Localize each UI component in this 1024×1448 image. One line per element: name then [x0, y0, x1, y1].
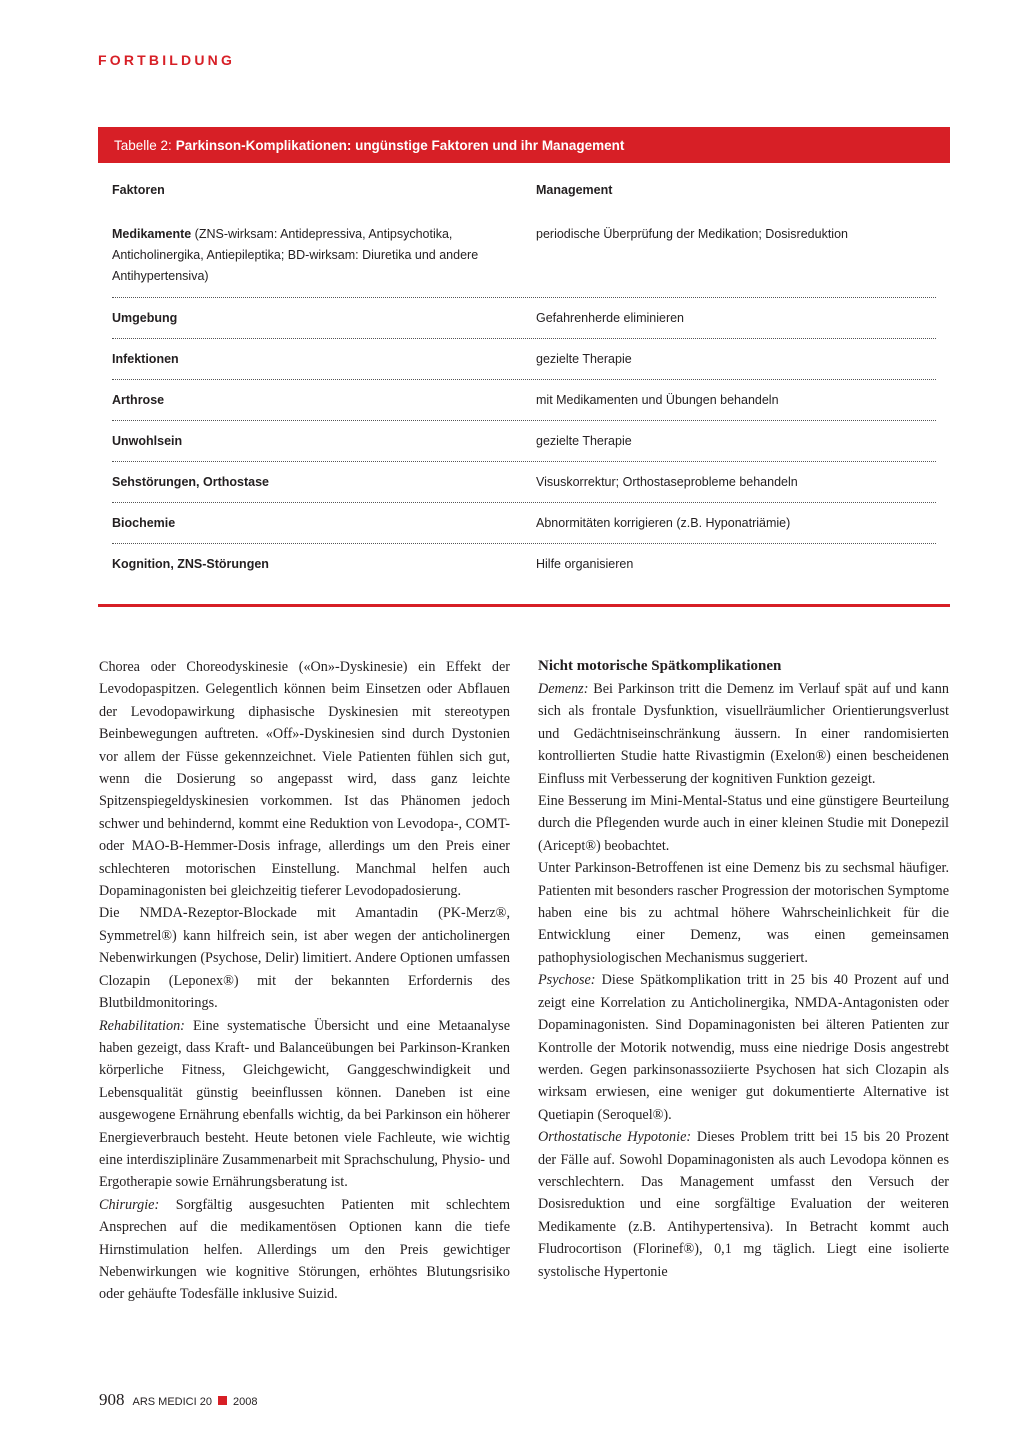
paragraph [538, 1126, 949, 1283]
paragraph [99, 1015, 510, 1194]
column-header-factors: Faktoren [112, 183, 165, 197]
factor-name: Kognition, ZNS-Störungen [112, 557, 269, 571]
management-cell: mit Medikamenten und Übungen behandeln [536, 393, 779, 407]
journal-name: ARS MEDICI 20 [132, 1396, 212, 1408]
factor-detail: (ZNS-wirksam: Antidepressiva, Antipsychotika, Anticholinergika, Antiepileptika; BD-wirksam: Diuretika und andere Antihypertensiva) [112, 227, 479, 283]
factor-cell [112, 390, 512, 411]
journal-year: 2008 [232, 1396, 258, 1408]
paragraph: Unter Parkinson-Betroffenen ist eine Demenz bis zu sechsmal häufiger. Patienten mit besonders rascher Progression der motorischen Symptome haben eine bis zu achtmal höhere Wahrscheinlichkeit für die Entwicklung einer Demenz, was einen gemeinsamen pathophysiologischen Mechanismus suggeriert. [538, 860, 949, 966]
table-bottom-rule [98, 604, 950, 607]
factor-name: Unwohlsein [112, 434, 183, 448]
factor-name: Biochemie [112, 516, 176, 530]
right-column [538, 656, 949, 1283]
paragraph: Die NMDA-Rezeptor-Blockade mit Amantadin (PK-Merz®, Symmetrel®) kann hilfreich sein, ist aber wegen der anticholinergen Nebenwirkungen (Psychose, Delir) limitiert. Andere Optionen umfassen Clozapin (Leponex®) mit der bekannten Erfordernis des Blutbildmonitorings. [99, 905, 510, 1012]
factor-cell [112, 349, 512, 370]
page-number: 908 [99, 1390, 125, 1409]
subheading-inline: Rehabilitation: [99, 1017, 185, 1034]
factor-cell [112, 554, 512, 575]
factor-name: Sehstörungen, Orthostase [112, 475, 269, 489]
factor-cell [112, 431, 512, 452]
subheading-inline: Orthostatische Hypotonie: [538, 1129, 692, 1146]
row-divider [112, 461, 936, 462]
subheading-inline: Chirurgie: [99, 1196, 160, 1213]
table-label: Tabelle 2: [114, 137, 172, 153]
management-cell: Hilfe organisieren [536, 557, 634, 571]
section-heading: Nicht motorische Spätkomplikationen [538, 658, 782, 674]
subheading-inline: Psychose: [538, 972, 596, 989]
subheading-inline: Demenz: [538, 681, 589, 697]
table-header [98, 127, 950, 163]
square-bullet-icon [218, 1396, 227, 1405]
management-cell: Abnormitäten korrigieren (z.B. Hyponatriämie) [536, 516, 791, 530]
row-divider [112, 543, 936, 544]
paragraph-text: Eine systematische Übersicht und eine Metaanalyse haben gezeigt, dass Kraft- und Balanceübungen bei Parkinson-Kranken körperliche Fitness, Gleichgewicht, Ganggeschwindigkeit und Lebensqualität günstig beeinflussen können. Daneben ist eine ausgewogene Ernährung ebenfalls wichtig, da bei Parkinson ein höherer Energieverbrauch besteht. Heute betonen viele Fachleute, wie wichtig eine interdisziplinäre Zusammenarbeit mit Sprachschulung, Physio- und Ergotherapie sowie Ernährungsberatung ist. [99, 1017, 510, 1191]
factor-name: Arthrose [112, 393, 165, 407]
section-label: FORTBILDUNG [98, 52, 236, 68]
paragraph [538, 969, 949, 1126]
row-divider [112, 338, 936, 339]
row-divider [112, 297, 936, 298]
paragraph: Eine Besserung im Mini-Mental-Status und eine günstigere Beurteilung durch die Pflegenden wurde auch in einer kleinen Studie mit Donepezil (Aricept®) beobachtet. [538, 793, 949, 854]
factor-name: Infektionen [112, 352, 179, 366]
row-divider [112, 379, 936, 380]
paragraph-text: Dieses Problem tritt bei 15 bis 20 Prozent der Fälle auf. Sowohl Dopaminagonisten als auch Levodopa können es verschlechtern. Das Management umfasst den Versuch der Dosisreduktion und eine sorgfältige Evaluation der weiteren Medikamente (z.B. Antihypertensiva). In Betracht kommt auch Fludrocortison (Florinef®), 0,1 mg täglich. Liegt eine isolierte systolische Hypertonie [538, 1129, 949, 1280]
factor-name: Umgebung [112, 311, 178, 325]
management-cell: gezielte Therapie [536, 434, 632, 448]
paragraph-text: Bei Parkinson tritt die Demenz im Verlauf spät auf und kann sich als frontale Dysfunktion, visuellräumlicher Orientierungsverlust und Gedächtniseinschränkung äussern. In einer randomisierten kontrollierten Studie hatte Rivastigmin (Exelon®) einen bescheidenen Einfluss mit Verbesserung der kognitiven Funktion gezeigt. [538, 681, 949, 787]
factor-cell [112, 472, 512, 493]
factor-cell [112, 513, 512, 534]
management-cell: Visuskorrektur; Orthostaseprobleme behandeln [536, 475, 798, 489]
left-column [99, 656, 510, 1306]
paragraph [538, 678, 949, 790]
paragraph: Chorea oder Choreodyskinesie («On»-Dyskinesie) ein Effekt der Levodopaspitzen. Gelegentlich können beim Einsetzen oder Abflauen der Levodopawirkung diphasische Dyskinesien mit stereotypen Beinbewegungen auftreten. «Off»-Dyskinesien sind durch Dystonien vor allem der Füsse gekennzeichnet. Viele Patienten fühlen sich gut, wenn die Dosierung so angepasst wird, dass ganz leichte Spitzenspiegeldyskinesien vorkommen. Ist das Phänomen jedoch schwer und behindernd, kommt eine Reduktion von Levodopa-, COMT- oder MAO-B-Hemmer-Dosis infrage, allerdings um den Preis einer schlechteren motorischen Einstellung. Manchmal helfen auch Dopaminagonisten bei gleichzeitig tieferer Levodopadosierung. [99, 659, 510, 900]
factor-name: Medikamente [112, 227, 192, 241]
management-cell: periodische Überprüfung der Medikation; Dosisreduktion [536, 227, 848, 241]
column-header-management: Management [536, 183, 613, 197]
paragraph-text: Diese Spätkomplikation tritt in 25 bis 40 Prozent auf und zeigt eine Korrelation zu Anticholinergika, NMDA-Antagonisten oder Dopaminagonisten. Sind Dopaminagonisten bei älteren Patienten zur Kontrolle der Motorik notwendig, muss eine niedrige Dosis angestrebt werden. Gegen parkinsonassoziierte Psychosen hat sich Clozapin als wirksam erwiesen, eine weniger gut dokumentierte Alternative ist Quetiapin (Seroquel®). [538, 972, 949, 1123]
factor-cell [112, 224, 512, 287]
paragraph [99, 1194, 510, 1306]
table-title: Parkinson-Komplikationen: ungünstige Faktoren und ihr Management [175, 137, 625, 153]
row-divider [112, 420, 936, 421]
row-divider [112, 502, 936, 503]
paragraph-text: Sorgfältig ausgesuchten Patienten mit schlechtem Ansprechen auf die medikamentösen Optionen kann die tiefe Hirnstimulation helfen. Allerdings um den Preis gewichtiger Nebenwirkungen wie kognitive Störungen, erhöhtes Blutungsrisiko oder gehäufte Todesfälle inklusive Suizid. [99, 1196, 510, 1303]
page-footer [99, 1390, 257, 1410]
factor-cell [112, 308, 512, 329]
management-cell: gezielte Therapie [536, 352, 632, 366]
management-cell: Gefahrenherde eliminieren [536, 311, 685, 325]
